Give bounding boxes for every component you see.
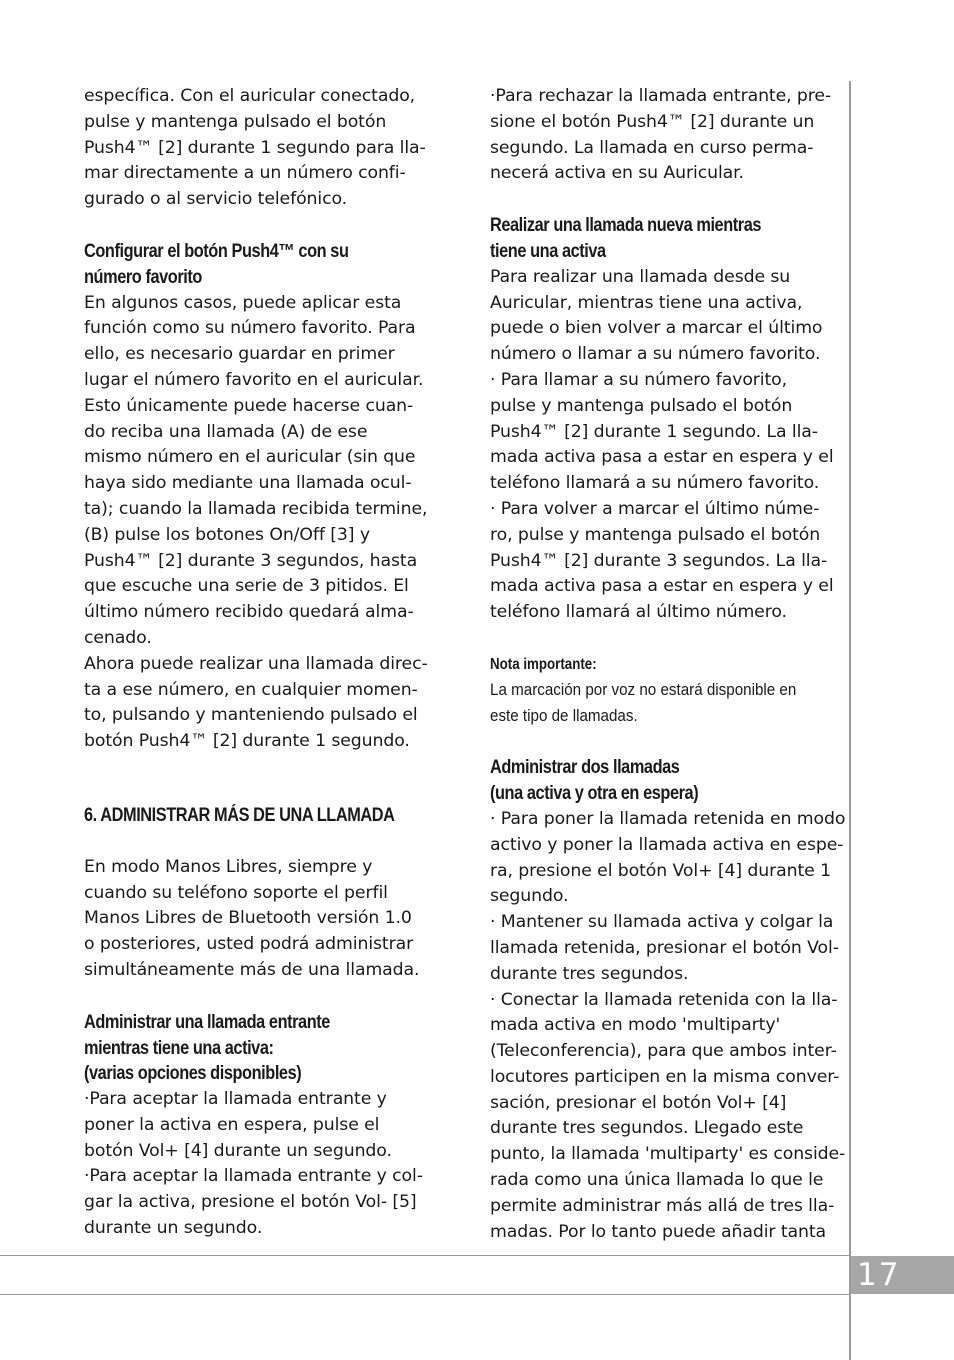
paragraph: Para realizar una llamada desde su Auricular, mientras tiene una activa, puede o bien volver a marcar el último número o llamar a su número favorito. · Para llamar a su número favorito, pulse y mantenga pulsado el botón Push4™ [2] durante 1 segundo. La lla- mada activa pasa a estar en espera y el teléfono llamará a su número favorito. · Para volver a marcar el último núme- ro, pulse y mantenga pulsado el botón Push4™ [2] durante 3 segundos. La lla- mada activa pasa a estar en espera y el teléfono llamará al último número. bbox=[490, 266, 834, 623]
paragraph: En modo Manos Libres, siempre y cuando su teléfono soporte el perfil Manos Libres de Bluetooth versión 1.0 o posteriores, usted podrá administrar simultáneamente más de una llamada. bbox=[84, 856, 420, 980]
page-number: 17 bbox=[851, 1256, 954, 1294]
section-heading: Administrar dos llamadas (una activa y otra en espera) bbox=[490, 757, 699, 805]
paragraph: ·Para aceptar la llamada entrante y poner la activa en espera, pulse el botón Vol+ [4] durante un segundo. ·Para aceptar la llamada entrante y col- gar la activa, presione el botón Vol- [5] durante un segundo. bbox=[84, 1089, 423, 1239]
note-text: La marcación por voz no estará disponible en este tipo de llamadas. bbox=[490, 680, 797, 725]
section-heading: Realizar una llamada nueva mientras tiene una activa bbox=[490, 215, 762, 262]
paragraph: específica. Con el auricular conectado, pulse y mantenga pulsado el botón Push4™ [2] durante 1 segundo para lla- mar directamente a un número confi- gurado o al servicio telefónico. bbox=[84, 86, 426, 210]
section-heading: Administrar una llamada entrante mientras tiene una activa: (varias opciones disponibles) bbox=[84, 1011, 330, 1085]
chapter-heading: 6. ADMINISTRAR MÁS DE UNA LLAMADA bbox=[84, 804, 395, 826]
paragraph: ·Para rechazar la llamada entrante, pre- sione el botón Push4™ [2] durante un segundo. La llamada en curso perma- necerá activa en su Auricular. bbox=[490, 86, 832, 184]
paragraph: · Para poner la llamada retenida en modo activo y poner la llamada activa en espe- ra, presione el botón Vol+ [4] durante 1 segundo. · Mantener su llamada activa y colgar la llamada retenida, presionar el botón Vol- durante tres segundos. · Conectar la llamada retenida con la lla- mada activa en modo 'multiparty' (Teleconferencia), para que ambos inter- locutores participen en la misma conver- sación, presionar el botón Vol+ [4] durante tres segundos. Llegado este punto, la llamada 'multiparty' es conside- rada como una única llamada lo que le permite administrar más allá de tres lla- madas. Por lo tanto puede añadir tanta bbox=[490, 808, 846, 1242]
paragraph: En algunos casos, puede aplicar esta función como su número favorito. Para ello, es necesario guardar en primer lugar el número favorito en el auricular. Esto únicamente puede hacerse cuan- do reciba una llamada (A) de ese mismo número en el auricular (sin que haya sido mediante una llamada ocul- ta); cuando la llamada recibida termine, (B) pulse los botones On/Off [3] y Push4™ [2] durante 3 segundos, hasta que escuche una serie de 3 pitidos. El último número recibido quedará alma- cenado. Ahora puede realizar una llamada direc- ta a ese número, en cualquier momen- to, pulsando y manteniendo pulsado el botón Push4™ [2] durante 1 segundo. bbox=[84, 292, 428, 752]
section-heading: Configurar el botón Push4™ con su número favorito bbox=[84, 240, 349, 288]
footer-rule-top bbox=[0, 1255, 849, 1256]
left-column bbox=[84, 84, 446, 1242]
right-column bbox=[490, 84, 850, 1245]
footer-rule-bottom bbox=[0, 1294, 849, 1295]
note-title: Nota importante: bbox=[490, 655, 597, 673]
